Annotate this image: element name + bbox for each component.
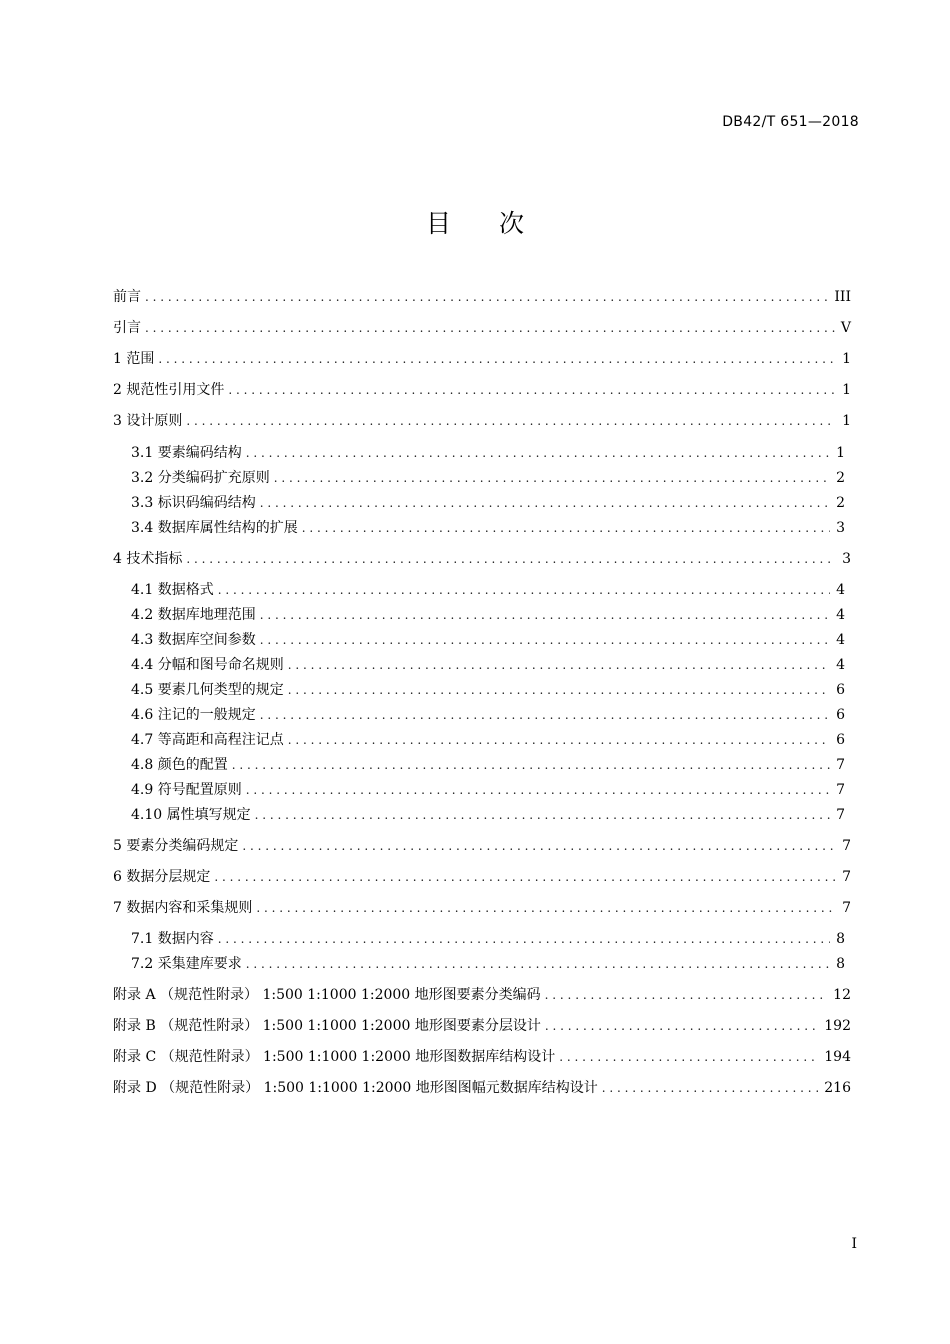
toc-entry-label: 4.2 数据库地理范围 xyxy=(131,607,256,623)
toc-entry[interactable] xyxy=(113,835,851,857)
toc-entry-page: 3 xyxy=(842,551,851,567)
toc-dot-leader xyxy=(260,604,830,626)
toc-dot-leader xyxy=(186,548,836,570)
toc-entry-page: 7 xyxy=(842,869,851,885)
toc-entry[interactable] xyxy=(131,492,845,514)
toc-dot-leader xyxy=(145,317,835,339)
toc-entry-label: 3.1 要素编码结构 xyxy=(131,445,242,461)
toc-dot-leader xyxy=(559,1046,818,1068)
toc-dot-leader xyxy=(302,517,830,539)
toc-entry[interactable] xyxy=(131,442,845,464)
toc-entry[interactable] xyxy=(131,679,845,701)
toc-entry[interactable] xyxy=(113,410,851,432)
toc-entry-page: V xyxy=(840,320,851,336)
toc-entry-label: 4.6 注记的一般规定 xyxy=(131,707,256,723)
toc-entry[interactable] xyxy=(113,1077,851,1099)
toc-entry-label: 附录 C （规范性附录） 1:500 1:1000 1:2000 地形图数据库结构设计 xyxy=(113,1049,556,1065)
toc-dot-leader xyxy=(228,379,836,401)
toc-entry-page: III xyxy=(834,289,851,305)
toc-entry-label: 7.2 采集建库要求 xyxy=(131,956,242,972)
toc-entry-page: 4 xyxy=(836,582,845,598)
toc-dot-leader xyxy=(288,679,830,701)
toc-dot-leader xyxy=(246,779,830,801)
toc-entry-page: 194 xyxy=(824,1049,851,1065)
toc-entry-page: 1 xyxy=(842,413,851,429)
toc-dot-leader xyxy=(218,928,830,950)
toc-dot-leader xyxy=(246,442,830,464)
toc-entry[interactable] xyxy=(113,984,851,1006)
toc-entry[interactable] xyxy=(113,348,851,370)
toc-entry[interactable] xyxy=(113,1046,851,1068)
toc-dot-leader xyxy=(255,804,830,826)
toc-dot-leader xyxy=(246,953,830,975)
page-title xyxy=(0,204,950,240)
toc-entry[interactable] xyxy=(131,928,845,950)
toc-entry[interactable] xyxy=(131,704,845,726)
toc-entry[interactable] xyxy=(113,897,851,919)
toc-entry-label: 5 要素分类编码规定 xyxy=(113,838,239,854)
toc-entry[interactable] xyxy=(131,804,845,826)
toc-entry[interactable] xyxy=(131,629,845,651)
toc-entry-label: 7.1 数据内容 xyxy=(131,931,214,947)
toc-entry-page: 4 xyxy=(836,632,845,648)
toc-entry-label: 前言 xyxy=(113,289,141,305)
toc-entry-page: 7 xyxy=(836,807,845,823)
toc-entry-page: 2 xyxy=(836,495,845,511)
toc-entry-label: 3 设计原则 xyxy=(113,413,183,429)
toc-dot-leader xyxy=(256,897,836,919)
toc-entry[interactable] xyxy=(131,467,845,489)
toc-entry-page: 4 xyxy=(836,657,845,673)
toc-entry[interactable] xyxy=(131,779,845,801)
toc-entry-label: 4.1 数据格式 xyxy=(131,582,214,598)
toc-entry-page: 3 xyxy=(836,520,845,536)
toc-dot-leader xyxy=(602,1077,818,1099)
toc-dot-leader xyxy=(158,348,836,370)
toc-entry[interactable] xyxy=(131,654,845,676)
toc-dot-leader xyxy=(260,629,830,651)
toc-dot-leader xyxy=(545,984,828,1006)
toc-entry-label: 4 技术指标 xyxy=(113,551,183,567)
toc-entry-label: 1 范围 xyxy=(113,351,155,367)
toc-entry-page: 6 xyxy=(836,682,845,698)
toc-entry-label: 引言 xyxy=(113,320,141,336)
toc-entry-label: 3.3 标识码编码结构 xyxy=(131,495,256,511)
toc-entry-label: 3.2 分类编码扩充原则 xyxy=(131,470,270,486)
toc-entry[interactable] xyxy=(113,1015,851,1037)
toc-entry-page: 8 xyxy=(836,931,845,947)
toc-entry-page: 1 xyxy=(842,382,851,398)
toc-entry[interactable] xyxy=(131,754,845,776)
toc-dot-leader xyxy=(214,866,836,888)
toc-entry-page: 6 xyxy=(836,732,845,748)
page-number: I xyxy=(851,1236,857,1252)
toc-entry-label: 3.4 数据库属性结构的扩展 xyxy=(131,520,298,536)
toc-dot-leader xyxy=(232,754,830,776)
toc-entry-page: 1 xyxy=(836,445,845,461)
toc-entry-label: 4.8 颜色的配置 xyxy=(131,757,228,773)
toc-entry[interactable] xyxy=(131,517,845,539)
toc-entry-page: 6 xyxy=(836,707,845,723)
toc-entry-page: 8 xyxy=(836,956,845,972)
toc-dot-leader xyxy=(145,286,828,308)
toc-entry[interactable] xyxy=(113,548,851,570)
toc-entry-page: 7 xyxy=(836,757,845,773)
toc-entry-label: 4.9 符号配置原则 xyxy=(131,782,242,798)
toc-entry-page: 12 xyxy=(833,987,851,1003)
toc-dot-leader xyxy=(260,492,830,514)
toc-entry-page: 7 xyxy=(836,782,845,798)
toc-dot-leader xyxy=(288,654,830,676)
toc-entry-page: 4 xyxy=(836,607,845,623)
toc-entry[interactable] xyxy=(113,317,851,339)
title-char-2: 次 xyxy=(499,209,525,238)
toc-entry[interactable] xyxy=(131,579,845,601)
toc-entry-label: 2 规范性引用文件 xyxy=(113,382,225,398)
toc-entry[interactable] xyxy=(113,286,851,308)
toc-dot-leader xyxy=(218,579,830,601)
toc-entry-page: 2 xyxy=(836,470,845,486)
toc-entry[interactable] xyxy=(113,379,851,401)
toc-dot-leader xyxy=(288,729,830,751)
toc-dot-leader xyxy=(186,410,836,432)
toc-entry-label: 附录 A （规范性附录） 1:500 1:1000 1:2000 地形图要素分类编码 xyxy=(113,987,541,1003)
toc-entry-label: 附录 B （规范性附录） 1:500 1:1000 1:2000 地形图要素分层设计 xyxy=(113,1018,541,1034)
toc-entry[interactable] xyxy=(113,866,851,888)
toc-entry-label: 4.3 数据库空间参数 xyxy=(131,632,256,648)
toc-entry-label: 4.5 要素几何类型的规定 xyxy=(131,682,284,698)
toc-entry[interactable] xyxy=(131,953,845,975)
toc-entry[interactable] xyxy=(131,729,845,751)
toc-entry-label: 4.4 分幅和图号命名规则 xyxy=(131,657,284,673)
toc-entry-page: 1 xyxy=(842,351,851,367)
toc-entry-label: 附录 D （规范性附录） 1:500 1:1000 1:2000 地形图图幅元数据库结构设计 xyxy=(113,1080,598,1096)
toc-entry-page: 7 xyxy=(842,900,851,916)
toc-entry-page: 7 xyxy=(842,838,851,854)
toc-entry-label: 7 数据内容和采集规则 xyxy=(113,900,253,916)
toc-dot-leader xyxy=(260,704,830,726)
toc-entry-label: 4.10 属性填写规定 xyxy=(131,807,251,823)
document-code: DB42/T 651—2018 xyxy=(722,114,859,130)
toc-dot-leader xyxy=(545,1015,818,1037)
toc-entry[interactable] xyxy=(131,604,845,626)
toc-entry-page: 192 xyxy=(824,1018,851,1034)
toc-entry-page: 216 xyxy=(824,1080,851,1096)
toc-entry-label: 6 数据分层规定 xyxy=(113,869,211,885)
toc-dot-leader xyxy=(274,467,830,489)
toc-entry-label: 4.7 等高距和高程注记点 xyxy=(131,732,284,748)
toc-dot-leader xyxy=(242,835,836,857)
title-char-1: 目 xyxy=(425,209,451,238)
